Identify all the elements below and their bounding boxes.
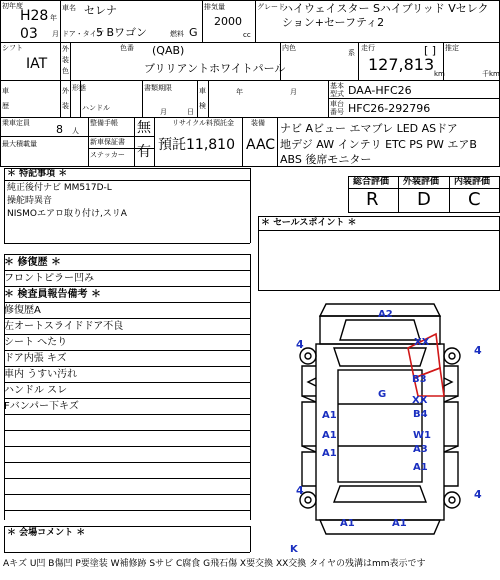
label-new-warranty: 新車保証書 [90, 138, 125, 146]
label-base-model: 基本型式 [330, 82, 344, 98]
damage-mark: A1 [340, 518, 355, 529]
overall-rating-label: 総合評価 [353, 177, 390, 187]
sticker-value: 有 [137, 144, 151, 160]
label-mileage: 走行 [361, 44, 375, 52]
inspector-report-item: ドア内張 キズ [4, 351, 250, 367]
aircon: AAC [246, 137, 276, 153]
damage-mark: A1 [322, 430, 337, 441]
damage-mark: A1 [322, 410, 337, 421]
label-exterior: 外装 [62, 87, 69, 110]
color-code: (QAB) [152, 44, 185, 57]
door-type: 5 Bワゴン [96, 26, 148, 39]
label-maintenance: 整備手帳 [90, 119, 118, 127]
blank-row [4, 463, 250, 479]
label-door-type: ドア・タイプ [62, 30, 104, 38]
inspection-month-unit: 月 [290, 88, 297, 96]
label-car-name: 車名 [62, 4, 76, 12]
inspector-report-item: Fバンパー下キズ [4, 399, 250, 415]
label-first-year: 初年度 [2, 2, 23, 10]
label-exterior-color: 外装色 [62, 45, 69, 75]
inspector-report-item: 修復歴A [4, 303, 250, 319]
label-capacity: 乗車定員 [2, 119, 30, 127]
label-estimate: 推定 [445, 44, 459, 52]
estimate-unit: 千km [482, 70, 500, 78]
label-shift: シフト [2, 44, 23, 52]
label-color-code: 色番 [120, 44, 134, 52]
first-year-month: 03 [20, 26, 38, 42]
special-note-line: NISMOエアロ取り付け,スリA [7, 209, 127, 219]
doc-month-unit: 月 [160, 108, 167, 116]
inspector-report-item: 車内 うすい汚れ [4, 367, 250, 383]
month-unit: 月 [52, 30, 59, 38]
capacity-unit: 人 [72, 127, 79, 135]
blank-row [4, 431, 250, 447]
damage-mark: W1 [413, 430, 431, 441]
label-chassis-no: 車台番号 [330, 100, 344, 116]
chassis-no: HFC26-292796 [348, 102, 431, 115]
damage-mark: B4 [413, 409, 428, 420]
features-line3: ABS 後席モニター [280, 153, 372, 166]
label-handle: ハンドル [82, 104, 110, 112]
damage-mark: 4 [296, 338, 304, 351]
label-lift: 系 [348, 49, 355, 57]
special-note-line: 操舵時異音 [7, 196, 53, 206]
damage-mark: K [290, 544, 298, 555]
damage-mark: A3 [413, 444, 428, 455]
interior-rating-label: 内装評価 [454, 177, 491, 187]
exterior-rating-label: 外装評価 [403, 177, 440, 187]
special-note-line: 純正後付ナビ MM517D-L [7, 183, 112, 193]
year-unit: 年 [50, 14, 57, 22]
damage-mark: 4 [474, 488, 482, 501]
damage-mark: 4 [296, 484, 304, 497]
repair-history-item: フロントピラー凹み [4, 271, 250, 287]
label-max-load: 最大積載量 [2, 140, 37, 148]
damage-mark: 4 [474, 344, 482, 357]
damage-mark: A1 [322, 448, 337, 459]
inspector-report-title: ＊ 検査員報告備考 ＊ [4, 287, 250, 303]
damage-mark: XX [412, 395, 428, 406]
label-recycle: リサイクル料預託金 [172, 119, 235, 127]
damage-mark: A1 [392, 518, 407, 529]
overall-rating: R [366, 189, 379, 210]
interior-rating: C [468, 189, 481, 210]
inspection-year-unit: 年 [236, 88, 243, 96]
inspector-report-item: ハンドル スレ [4, 383, 250, 399]
damage-legend: Aキズ U凹 B傷凹 P要塗装 W補修跡 Sサビ C腐食 G飛石傷 X要交換 XX交換 タイヤの残溝はmm表示です [3, 559, 426, 569]
blank-row [4, 479, 250, 495]
label-interior-color: 内色 [282, 44, 296, 52]
doc-day-unit: 日 [187, 108, 194, 116]
blank-row [4, 415, 250, 431]
features-line2: 地デジ AW インテリ ETC PS PW エアB [280, 138, 477, 151]
label-grade: グレード [257, 3, 285, 11]
displacement: 2000 [214, 15, 242, 28]
label-form: 形態 [72, 84, 86, 92]
inspector-report-item: 左オートスライドドア不良 [4, 319, 250, 335]
fuel: G [189, 26, 198, 39]
car-name: セレナ [84, 4, 117, 17]
mileage-bracket: [ ] [424, 44, 437, 57]
damage-mark: XX [414, 337, 430, 348]
exterior-rating: D [417, 189, 431, 210]
blank-row [4, 447, 250, 463]
mileage-unit: km [434, 70, 445, 78]
recycle-deposit: 預託11,810 [158, 137, 235, 153]
sales-point-title: ＊ セールスポイント ＊ [261, 218, 357, 228]
label-inspection: 車検 [199, 87, 206, 110]
label-sticker: ステッカー [90, 151, 125, 159]
color-name: ブリリアントホワイトパール [144, 62, 286, 75]
blank-row [4, 495, 250, 511]
displacement-unit: cc [243, 31, 251, 39]
inspector-report-item: シート へたり [4, 335, 250, 351]
repair-history-title: ＊ 修復歴 ＊ [4, 255, 250, 271]
damage-mark: A1 [413, 462, 428, 473]
grade: ハイウェイスター Sハイブリッド Vセレクション+セーフティ2 [282, 2, 489, 29]
damage-mark: A2 [378, 309, 393, 320]
label-fuel: 燃料 [170, 30, 184, 38]
label-features: 装備 [251, 119, 265, 127]
venue-comment-title: ＊ 会場コメント ＊ [7, 528, 86, 538]
special-notes-title: ＊ 特記事項 ＊ [7, 169, 68, 179]
damage-mark: G [378, 389, 387, 400]
car-damage-diagram [290, 296, 470, 556]
label-displacement: 排気量 [204, 3, 225, 11]
first-year-era: H28 [20, 8, 49, 24]
capacity: 8 [56, 123, 63, 136]
features-line1: ナビ Aビュー エマブレ LED ASドア [280, 122, 458, 135]
damage-mark: B3 [412, 374, 427, 385]
base-model: DAA-HFC26 [348, 84, 412, 97]
label-document-deadline: 書類期限 [144, 84, 172, 92]
label-history: 車歴 [2, 87, 9, 110]
maintenance-value: 無 [137, 120, 151, 136]
mileage: 127,813 [368, 55, 435, 74]
shift: IAT [26, 56, 48, 72]
